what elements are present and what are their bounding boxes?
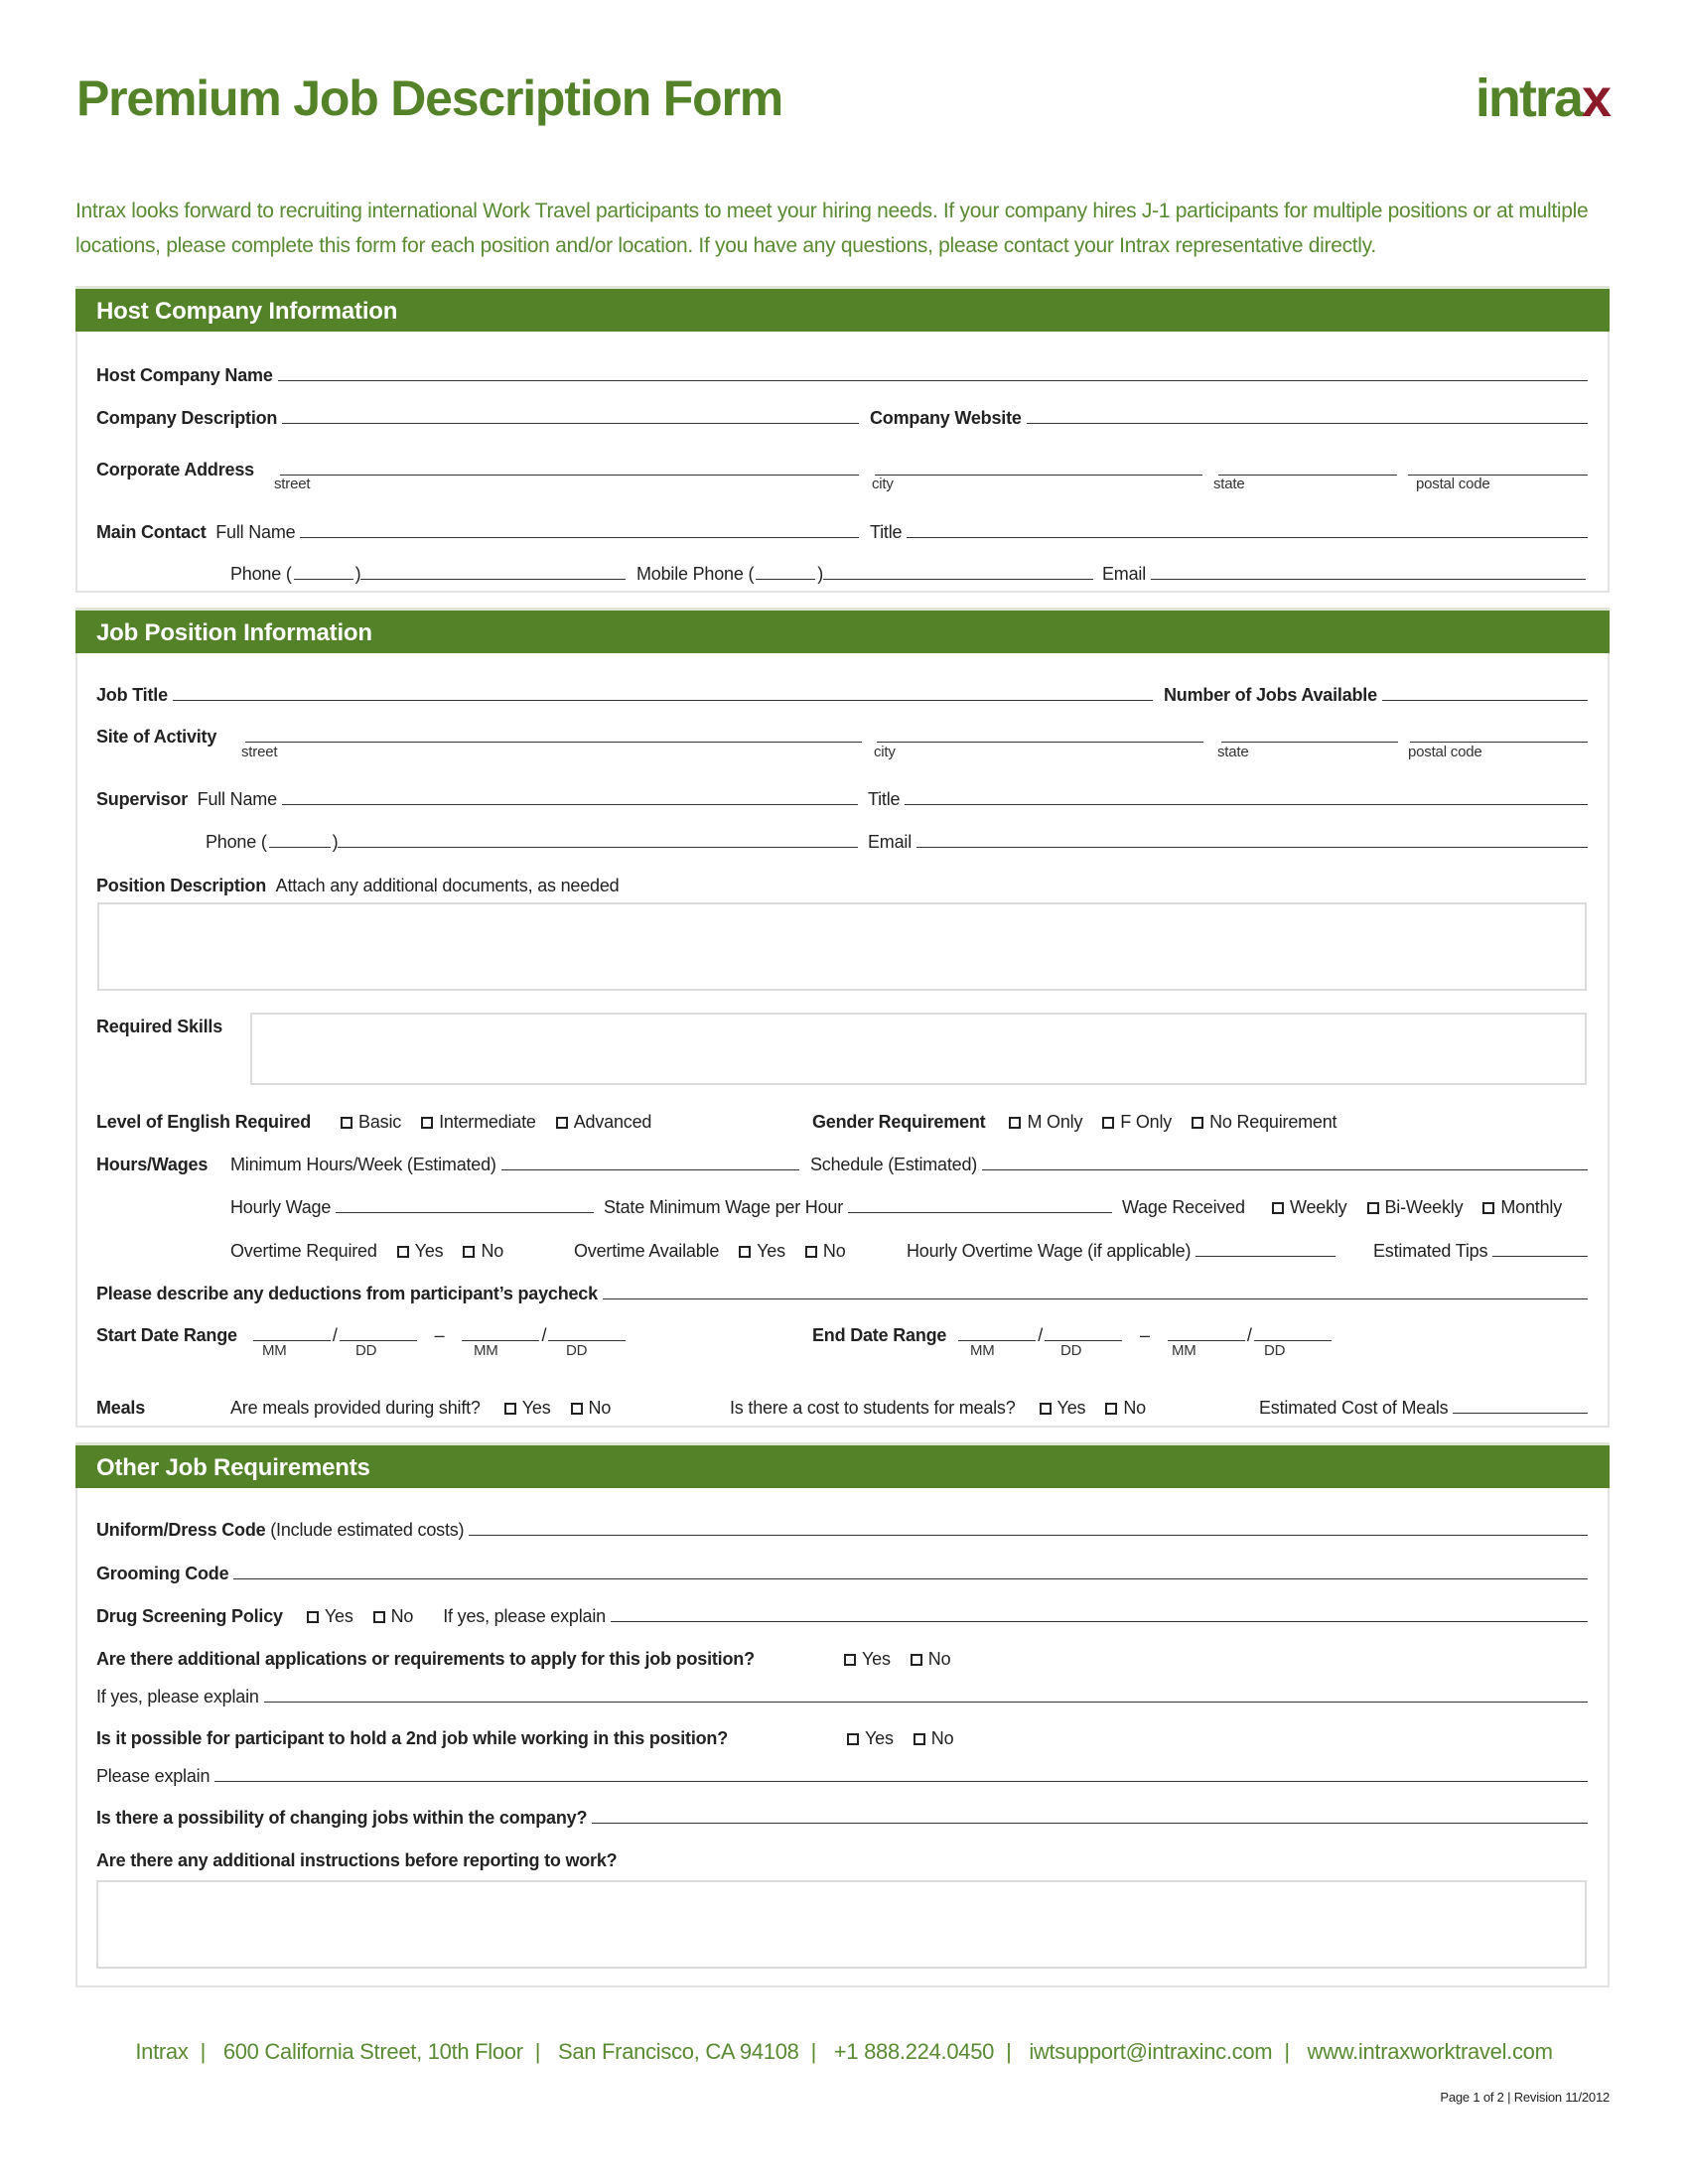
- area-code-line[interactable]: [294, 579, 353, 580]
- label: (Include estimated costs): [270, 1520, 465, 1540]
- label: Estimated Tips: [1373, 1241, 1488, 1261]
- position-description-label: Position Description Attach any additional documents, as needed: [96, 876, 620, 895]
- input-line[interactable]: [1410, 742, 1588, 743]
- uniform-field[interactable]: [96, 1511, 1588, 1541]
- label: Supervisor: [96, 789, 189, 809]
- mobile-phone-field[interactable]: [636, 555, 1093, 585]
- section-heading: Host Company Information: [75, 286, 1610, 332]
- label: Title: [870, 522, 903, 542]
- checkbox-second-job-yes[interactable]: Yes: [847, 1727, 894, 1749]
- sublabel-city: city: [872, 476, 894, 492]
- sublabel-street: street: [241, 744, 278, 760]
- estimated-tips-field[interactable]: [1373, 1232, 1588, 1262]
- checkbox-apps-no[interactable]: No: [911, 1648, 951, 1670]
- label: Minimum Hours/Week (Estimated): [230, 1155, 496, 1174]
- input-line[interactable]: [245, 742, 862, 743]
- separator: |: [810, 2039, 816, 2064]
- city-field[interactable]: [870, 451, 1202, 480]
- checkbox-basic[interactable]: Basic: [341, 1111, 401, 1133]
- label: Please describe any deductions from participant’s paycheck: [96, 1284, 598, 1303]
- grooming-field[interactable]: [96, 1555, 1588, 1584]
- input-line[interactable]: [592, 1823, 1588, 1824]
- company-description-field[interactable]: [96, 399, 859, 429]
- number-of-jobs-field[interactable]: [1164, 676, 1588, 706]
- input-line[interactable]: [360, 579, 626, 580]
- label: Number of Jobs Available: [1164, 685, 1377, 705]
- page-number: Page 1 of 2 | Revision 11/2012: [1440, 2090, 1610, 2105]
- input-line[interactable]: [173, 700, 1153, 701]
- label: Hourly Wage: [230, 1197, 332, 1217]
- label: Main Contact: [96, 522, 207, 542]
- section-heading: Job Position Information: [75, 608, 1610, 653]
- street-field[interactable]: [240, 718, 862, 748]
- input-line[interactable]: [875, 475, 1202, 476]
- overtime-required-group: Overtime Required Yes No: [230, 1241, 504, 1261]
- supervisor-email-field[interactable]: [868, 823, 1588, 853]
- label: State Minimum Wage per Hour: [604, 1197, 844, 1217]
- sublabel-dd: DD: [566, 1342, 588, 1359]
- paren: ): [332, 832, 339, 852]
- input-line[interactable]: [1027, 423, 1588, 424]
- host-company-name-field[interactable]: [96, 356, 1588, 386]
- start-date-range-field: Start Date Range / – /: [96, 1316, 628, 1346]
- checkbox-advanced[interactable]: Advanced: [556, 1111, 651, 1133]
- checkbox-ot-available-yes[interactable]: Yes: [739, 1240, 785, 1262]
- label: Level of English Required: [96, 1112, 312, 1132]
- input-line[interactable]: [877, 742, 1203, 743]
- paren: ): [817, 564, 824, 584]
- supervisor-name-field[interactable]: [96, 780, 858, 810]
- sublabel-postal: postal code: [1416, 476, 1490, 492]
- footer-city: San Francisco, CA 94108: [557, 2039, 799, 2064]
- street-field[interactable]: [275, 451, 859, 480]
- overtime-available-group: Overtime Available Yes No: [574, 1241, 846, 1261]
- label: Full Name: [215, 522, 296, 542]
- footer-phone: +1 888.224.0450: [833, 2039, 995, 2064]
- company-website-field[interactable]: [870, 399, 1588, 429]
- input-line[interactable]: [280, 475, 859, 476]
- intrax-logo: intrax: [1475, 68, 1610, 128]
- input-line[interactable]: [300, 537, 859, 538]
- meals-label: Meals: [96, 1398, 146, 1418]
- supervisor-title-field[interactable]: [868, 780, 1588, 810]
- input-line[interactable]: [916, 847, 1588, 848]
- sublabel-mm: MM: [262, 1342, 287, 1359]
- label: Gender Requirement: [812, 1112, 986, 1132]
- wage-received-options: [1272, 1188, 1562, 1218]
- drug-screening-field: Drug Screening Policy Yes No If yes, please explain: [96, 1597, 1588, 1627]
- position-description-textarea[interactable]: [97, 902, 1587, 991]
- label: Email: [868, 832, 913, 852]
- label: If yes, please explain: [96, 1687, 259, 1706]
- required-skills-label: Required Skills: [96, 1017, 223, 1036]
- input-line[interactable]: [1492, 1256, 1588, 1257]
- input-line[interactable]: [338, 847, 858, 848]
- min-hours-field[interactable]: [230, 1146, 799, 1175]
- label: Job Title: [96, 685, 168, 705]
- meals-provided-group: Are meals provided during shift? Yes No: [230, 1398, 612, 1418]
- footer-contact: [0, 2039, 1688, 2065]
- schedule-field[interactable]: [810, 1146, 1588, 1175]
- input-line[interactable]: [278, 380, 1588, 381]
- sublabel-city: city: [874, 744, 896, 760]
- sublabel-dd: DD: [1060, 1342, 1082, 1359]
- separator: |: [1006, 2039, 1012, 2064]
- corporate-address-label: Corporate Address: [96, 460, 254, 479]
- phone-field[interactable]: [230, 555, 626, 585]
- label: Hourly Overtime Wage (if applicable): [907, 1241, 1192, 1261]
- site-of-activity-label: Site of Activity: [96, 727, 217, 747]
- label: Uniform/Dress Code: [96, 1520, 266, 1540]
- label: Phone (: [206, 832, 267, 852]
- end-date-range-field: End Date Range / – /: [812, 1316, 1334, 1346]
- sublabel-dd: DD: [1264, 1342, 1286, 1359]
- second-job-label: Is it possible for participant to hold a 2nd job while working in this position?: [96, 1728, 729, 1748]
- input-line[interactable]: [214, 1781, 1588, 1782]
- input-line[interactable]: [336, 1212, 594, 1213]
- input-line[interactable]: [905, 804, 1588, 805]
- footer-company: Intrax: [135, 2039, 189, 2064]
- main-contact-title-field[interactable]: [870, 513, 1588, 543]
- area-code-line[interactable]: [756, 579, 815, 580]
- input-line[interactable]: [611, 1621, 1588, 1622]
- checkbox-ot-available-no[interactable]: No: [805, 1240, 846, 1262]
- sublabel-mm: MM: [1172, 1342, 1196, 1359]
- checkbox-second-job-no[interactable]: No: [914, 1727, 954, 1749]
- checkbox-ot-required-no[interactable]: No: [463, 1240, 503, 1262]
- input-line[interactable]: [1151, 579, 1586, 580]
- label: Full Name: [197, 789, 277, 809]
- checkbox-weekly[interactable]: Weekly: [1272, 1196, 1347, 1218]
- sublabel-state: state: [1217, 744, 1249, 760]
- label: Company Description: [96, 408, 278, 428]
- additional-applications-options: [844, 1640, 970, 1670]
- checkbox-monthly[interactable]: Monthly: [1482, 1196, 1562, 1218]
- job-title-field[interactable]: [96, 676, 1153, 706]
- checkbox-drug-yes[interactable]: Yes: [307, 1605, 353, 1627]
- meals-cost-group: Is there a cost to students for meals? Yes No: [730, 1398, 1146, 1418]
- apps-explain-field[interactable]: [96, 1678, 1588, 1707]
- page-title: Premium Job Description Form: [76, 70, 782, 126]
- input-line[interactable]: [982, 1169, 1588, 1170]
- input-line[interactable]: [469, 1535, 1588, 1536]
- input-line[interactable]: [907, 537, 1588, 538]
- state-min-wage-field[interactable]: [604, 1188, 1112, 1218]
- label: Title: [868, 789, 901, 809]
- checkbox-meals-cost-no[interactable]: No: [1105, 1397, 1146, 1419]
- label: Estimated Cost of Meals: [1259, 1398, 1449, 1418]
- label: Is there a possibility of changing jobs within the company?: [96, 1808, 588, 1828]
- checkbox-meals-yes[interactable]: Yes: [504, 1397, 551, 1419]
- checkbox-no-requirement[interactable]: No Requirement: [1192, 1111, 1336, 1133]
- city-field[interactable]: [872, 718, 1203, 748]
- input-line[interactable]: [848, 1212, 1112, 1213]
- email-field[interactable]: [1102, 555, 1586, 585]
- english-level-group: [96, 1103, 671, 1133]
- label: If yes, please explain: [443, 1606, 606, 1626]
- label: Please explain: [96, 1766, 211, 1786]
- intro-text: Intrax looks forward to recruiting international Work Travel participants to meet your hiring needs. If your company hires J-1 participants for multiple positions or at multiple locations, please complete this form for each position and/or location. If you have any questions, please contact your Intrax representative directly.: [75, 200, 1589, 257]
- input-line[interactable]: [233, 1578, 1588, 1579]
- end-mm-line[interactable]: [1168, 1340, 1245, 1341]
- additional-applications-label: Are there additional applications or requirements to apply for this job position?: [96, 1649, 755, 1669]
- main-contact-name-field[interactable]: [96, 513, 859, 543]
- second-job-options: [847, 1719, 973, 1749]
- meals-cost-field[interactable]: [1259, 1389, 1588, 1419]
- input-line[interactable]: [1218, 475, 1397, 476]
- checkbox-bi-weekly[interactable]: Bi-Weekly: [1367, 1196, 1464, 1218]
- label: Grooming Code: [96, 1564, 229, 1583]
- input-line[interactable]: [282, 423, 859, 424]
- hourly-wage-field[interactable]: [230, 1188, 594, 1218]
- start-mm-line[interactable]: [462, 1340, 539, 1341]
- separator: |: [200, 2039, 206, 2064]
- input-line[interactable]: [1453, 1413, 1588, 1414]
- supervisor-phone-field[interactable]: [206, 823, 858, 853]
- start-dd-line[interactable]: [548, 1340, 626, 1341]
- sublabel-dd: DD: [355, 1342, 377, 1359]
- label: Phone (: [230, 564, 292, 584]
- section-heading: Other Job Requirements: [75, 1442, 1610, 1488]
- checkbox-drug-no[interactable]: No: [373, 1605, 414, 1627]
- start-dd-line[interactable]: [340, 1340, 417, 1341]
- label: Host Company Name: [96, 365, 273, 385]
- label: Email: [1102, 564, 1147, 584]
- input-line[interactable]: [1382, 700, 1588, 701]
- sublabel-postal: postal code: [1408, 744, 1482, 760]
- end-mm-line[interactable]: [958, 1340, 1036, 1341]
- additional-instructions-label: Are there any additional instructions before reporting to work?: [96, 1850, 618, 1870]
- required-skills-textarea[interactable]: [250, 1013, 1587, 1085]
- label: Mobile Phone (: [636, 564, 755, 584]
- label: Company Website: [870, 408, 1022, 428]
- area-code-line[interactable]: [269, 847, 331, 848]
- overtime-wage-field[interactable]: [907, 1232, 1336, 1262]
- separator: |: [534, 2039, 541, 2064]
- sublabel-mm: MM: [970, 1342, 995, 1359]
- checkbox-m-only[interactable]: M Only: [1009, 1111, 1082, 1133]
- checkbox-intermediate[interactable]: Intermediate: [421, 1111, 536, 1133]
- input-line[interactable]: [1221, 742, 1398, 743]
- checkbox-meals-no[interactable]: No: [571, 1397, 612, 1419]
- sublabel-state: state: [1213, 476, 1245, 492]
- input-line[interactable]: [501, 1169, 799, 1170]
- start-mm-line[interactable]: [253, 1340, 331, 1341]
- paren: ): [354, 564, 361, 584]
- input-line[interactable]: [264, 1702, 1588, 1703]
- gender-requirement-group: [812, 1103, 1356, 1133]
- changing-jobs-field[interactable]: [96, 1799, 1588, 1829]
- additional-instructions-textarea[interactable]: [96, 1880, 1587, 1969]
- checkbox-f-only[interactable]: F Only: [1102, 1111, 1172, 1133]
- footer-address: 600 California Street, 10th Floor: [222, 2039, 523, 2064]
- footer-website[interactable]: www.intraxworktravel.com: [1307, 2039, 1553, 2064]
- label: Schedule (Estimated): [810, 1155, 978, 1174]
- end-dd-line[interactable]: [1045, 1340, 1122, 1341]
- sublabel-mm: MM: [474, 1342, 498, 1359]
- deductions-field[interactable]: [96, 1275, 1588, 1304]
- second-job-explain-field[interactable]: [96, 1757, 1588, 1787]
- input-line[interactable]: [282, 804, 858, 805]
- separator: |: [1284, 2039, 1290, 2064]
- hours-wages-label: Hours/Wages: [96, 1155, 209, 1174]
- input-line[interactable]: [603, 1298, 1588, 1299]
- checkbox-ot-required-yes[interactable]: Yes: [397, 1240, 444, 1262]
- input-line[interactable]: [823, 579, 1093, 580]
- wage-received-label: Wage Received: [1122, 1197, 1245, 1217]
- end-dd-line[interactable]: [1254, 1340, 1332, 1341]
- checkbox-apps-yes[interactable]: Yes: [844, 1648, 891, 1670]
- footer-email[interactable]: iwtsupport@intraxinc.com: [1029, 2039, 1273, 2064]
- sublabel-street: street: [274, 476, 311, 492]
- checkbox-meals-cost-yes[interactable]: Yes: [1040, 1397, 1086, 1419]
- input-line[interactable]: [1196, 1256, 1336, 1257]
